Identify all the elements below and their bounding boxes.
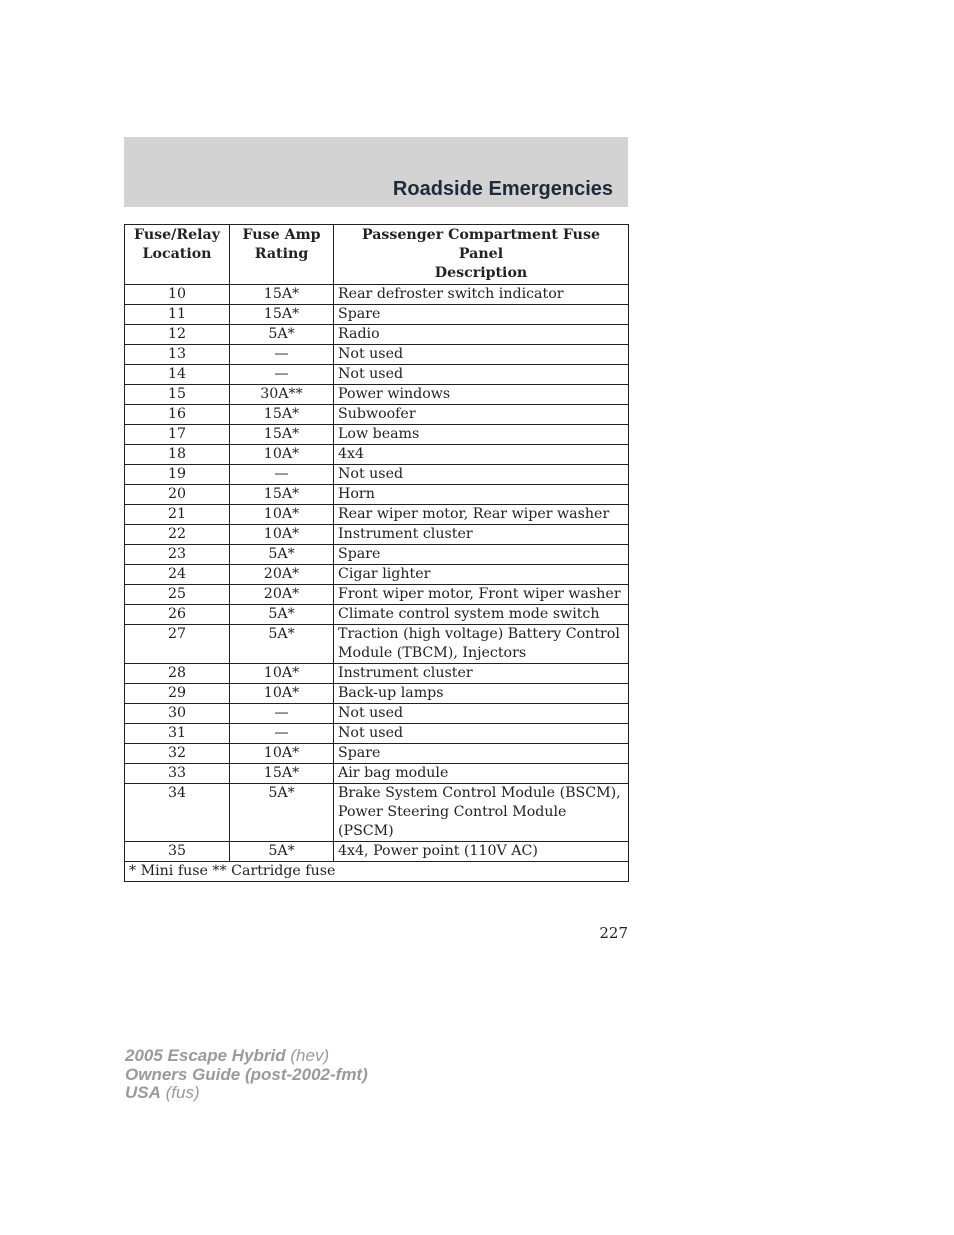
- fuse-amp-cell: —: [230, 345, 334, 365]
- fuse-location-cell: 14: [125, 365, 230, 385]
- fuse-location-cell: 30: [125, 704, 230, 724]
- fuse-description-cell: Traction (high voltage) Battery Control Module (TBCM), Injectors: [334, 625, 629, 664]
- fuse-description-cell: Spare: [334, 545, 629, 565]
- table-row: [125, 585, 629, 605]
- footer-model: 2005 Escape Hybrid: [125, 1046, 286, 1065]
- table-row: [125, 405, 629, 425]
- table-body: [125, 285, 629, 862]
- table-row: [125, 465, 629, 485]
- fuse-amp-cell: 20A*: [230, 565, 334, 585]
- fuse-description-cell: Not used: [334, 345, 629, 365]
- table-row: [125, 305, 629, 325]
- fuse-description-cell: Rear wiper motor, Rear wiper washer: [334, 505, 629, 525]
- fuse-location-cell: 21: [125, 505, 230, 525]
- fuse-description-cell: 4x4, Power point (110V AC): [334, 842, 629, 862]
- fuse-amp-cell: 15A*: [230, 485, 334, 505]
- fuse-amp-cell: 10A*: [230, 684, 334, 704]
- fuse-table: [124, 224, 629, 882]
- fuse-location-cell: 31: [125, 724, 230, 744]
- fuse-amp-cell: —: [230, 365, 334, 385]
- table-row: [125, 842, 629, 862]
- fuse-location-cell: 16: [125, 405, 230, 425]
- fuse-description-cell: Climate control system mode switch: [334, 605, 629, 625]
- table-row: [125, 545, 629, 565]
- fuse-description-cell: Not used: [334, 365, 629, 385]
- table-row: [125, 684, 629, 704]
- fuse-description-cell: Horn: [334, 485, 629, 505]
- fuse-description-cell: Not used: [334, 724, 629, 744]
- fuse-location-cell: 35: [125, 842, 230, 862]
- fuse-description-cell: Not used: [334, 704, 629, 724]
- fuse-location-cell: 26: [125, 605, 230, 625]
- fuse-location-cell: 13: [125, 345, 230, 365]
- fuse-location-cell: 22: [125, 525, 230, 545]
- fuse-amp-cell: 5A*: [230, 325, 334, 345]
- page-number: 227: [599, 924, 628, 942]
- column-header-amp-rating: Fuse Amp Rating: [230, 225, 334, 285]
- table-row: [125, 425, 629, 445]
- fuse-description-cell: Instrument cluster: [334, 525, 629, 545]
- column-header-location: Fuse/Relay Location: [125, 225, 230, 285]
- fuse-amp-cell: 10A*: [230, 445, 334, 465]
- fuse-description-cell: Instrument cluster: [334, 664, 629, 684]
- fuse-location-cell: 29: [125, 684, 230, 704]
- fuse-description-cell: Spare: [334, 305, 629, 325]
- fuse-amp-cell: —: [230, 724, 334, 744]
- table-row: [125, 565, 629, 585]
- fuse-amp-cell: 15A*: [230, 425, 334, 445]
- fuse-description-cell: Not used: [334, 465, 629, 485]
- footer-guide: Owners Guide (post-2002-fmt): [125, 1064, 368, 1084]
- section-title: Roadside Emergencies: [392, 178, 613, 200]
- table-row: [125, 704, 629, 724]
- fuse-location-cell: 27: [125, 625, 230, 664]
- fuse-amp-cell: 10A*: [230, 664, 334, 684]
- table-row: [125, 505, 629, 525]
- fuse-location-cell: 19: [125, 465, 230, 485]
- fuse-location-cell: 34: [125, 784, 230, 842]
- fuse-location-cell: 20: [125, 485, 230, 505]
- fuse-amp-cell: 30A**: [230, 385, 334, 405]
- fuse-location-cell: 10: [125, 285, 230, 305]
- fuse-location-cell: 18: [125, 445, 230, 465]
- table-row: [125, 525, 629, 545]
- fuse-location-cell: 23: [125, 545, 230, 565]
- footer-market: USA: [125, 1083, 161, 1102]
- fuse-location-cell: 15: [125, 385, 230, 405]
- fuse-description-cell: Air bag module: [334, 764, 629, 784]
- fuse-amp-cell: —: [230, 704, 334, 724]
- fuse-amp-cell: 5A*: [230, 784, 334, 842]
- fuse-description-cell: Cigar lighter: [334, 565, 629, 585]
- table-row: [125, 605, 629, 625]
- table-row: [125, 285, 629, 305]
- section-header-bar: [124, 137, 628, 207]
- fuse-location-cell: 32: [125, 744, 230, 764]
- fuse-description-cell: Brake System Control Module (BSCM), Power Steering Control Module (PSCM): [334, 784, 629, 842]
- fuse-description-cell: Subwoofer: [334, 405, 629, 425]
- fuse-amp-cell: 15A*: [230, 305, 334, 325]
- table-footnote-row: [125, 862, 629, 882]
- footer-model-code: (hev): [290, 1046, 330, 1065]
- fuse-location-cell: 11: [125, 305, 230, 325]
- table-header-row: [125, 225, 629, 285]
- table-row: [125, 385, 629, 405]
- fuse-amp-cell: 15A*: [230, 405, 334, 425]
- fuse-description-cell: Power windows: [334, 385, 629, 405]
- fuse-location-cell: 17: [125, 425, 230, 445]
- fuse-location-cell: 33: [125, 764, 230, 784]
- table-row: [125, 744, 629, 764]
- fuse-amp-cell: 5A*: [230, 842, 334, 862]
- fuse-description-cell: 4x4: [334, 445, 629, 465]
- fuse-location-cell: 24: [125, 565, 230, 585]
- table-row: [125, 764, 629, 784]
- fuse-description-cell: Front wiper motor, Front wiper washer: [334, 585, 629, 605]
- fuse-description-cell: Low beams: [334, 425, 629, 445]
- table-row: [125, 784, 629, 842]
- table-row: [125, 625, 629, 664]
- fuse-location-cell: 28: [125, 664, 230, 684]
- table-row: [125, 664, 629, 684]
- fuse-description-cell: Back-up lamps: [334, 684, 629, 704]
- document-footer: [125, 1047, 368, 1103]
- fuse-description-cell: Spare: [334, 744, 629, 764]
- fuse-description-cell: Rear defroster switch indicator: [334, 285, 629, 305]
- footer-market-code: (fus): [165, 1083, 200, 1102]
- fuse-amp-cell: 15A*: [230, 764, 334, 784]
- fuse-description-cell: Radio: [334, 325, 629, 345]
- fuse-location-cell: 25: [125, 585, 230, 605]
- fuse-location-cell: 12: [125, 325, 230, 345]
- fuse-amp-cell: 10A*: [230, 525, 334, 545]
- fuse-amp-cell: 5A*: [230, 625, 334, 664]
- fuse-amp-cell: 10A*: [230, 744, 334, 764]
- fuse-amp-cell: 10A*: [230, 505, 334, 525]
- fuse-amp-cell: 15A*: [230, 285, 334, 305]
- table-row: [125, 345, 629, 365]
- table-footnote: * Mini fuse ** Cartridge fuse: [125, 862, 629, 882]
- fuse-amp-cell: 5A*: [230, 605, 334, 625]
- table-row: [125, 724, 629, 744]
- table-row: [125, 325, 629, 345]
- table-row: [125, 445, 629, 465]
- fuse-amp-cell: —: [230, 465, 334, 485]
- table-row: [125, 485, 629, 505]
- column-header-description: Passenger Compartment Fuse Panel Description: [334, 225, 629, 285]
- fuse-amp-cell: 20A*: [230, 585, 334, 605]
- fuse-amp-cell: 5A*: [230, 545, 334, 565]
- table-row: [125, 365, 629, 385]
